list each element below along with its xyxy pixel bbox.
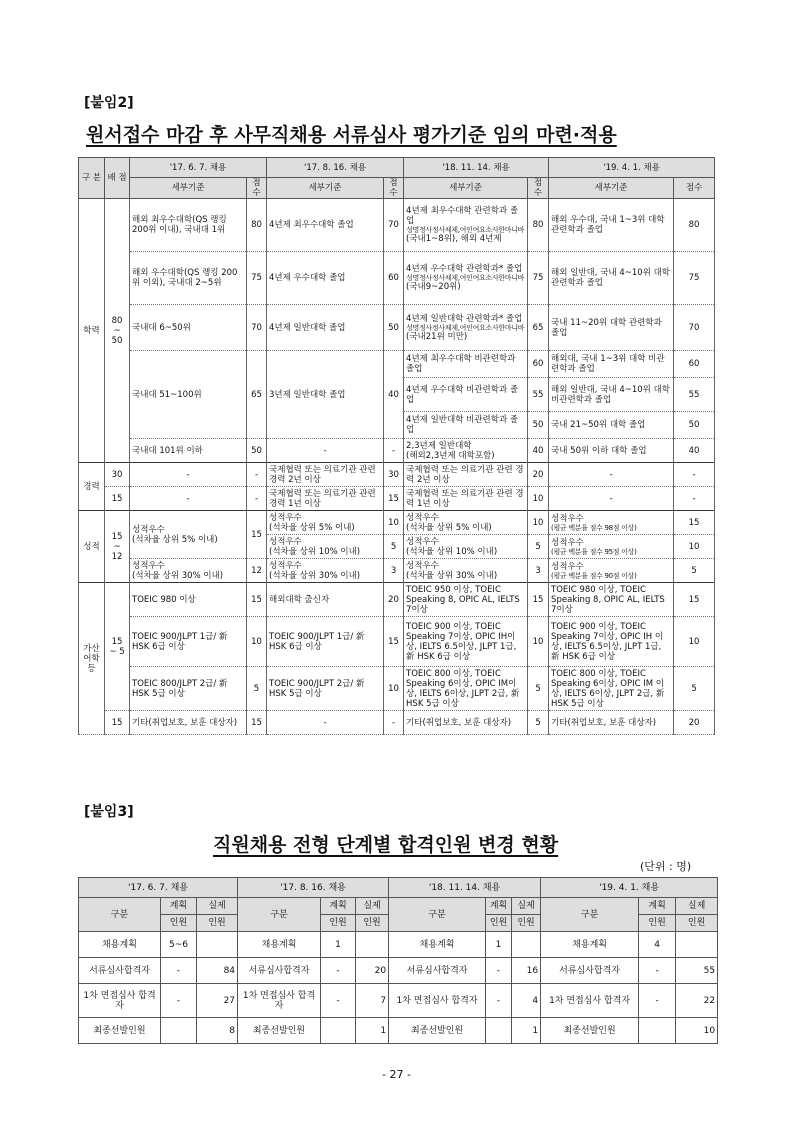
- header-actual: 실제: [197, 898, 238, 915]
- table-row: [79, 617, 715, 667]
- score-cell: 10: [674, 535, 715, 559]
- score-cell: 15: [247, 583, 267, 617]
- header-plan: 계획: [486, 898, 512, 915]
- score-cell: 65: [247, 351, 267, 439]
- score-range: 15: [105, 487, 130, 511]
- criteria-cell: TOEIC 900/JLPT 2급/ 新 HSK 5급 이상: [267, 667, 384, 711]
- criteria-cell: 기타(취업보호, 보훈 대상자): [549, 711, 674, 735]
- score-cell: 20: [674, 711, 715, 735]
- criteria-cell: 성적우수 (석차율 상위 30% 이내): [404, 559, 528, 583]
- criteria-cell: 4년제 최우수대학 졸업: [267, 199, 384, 252]
- score-cell: 20: [528, 463, 549, 487]
- row-label: 1차 면접심사 합격자: [389, 984, 486, 1018]
- actual-count: 22: [676, 984, 718, 1018]
- attachment-label-2: [붙임2]: [84, 95, 134, 111]
- table-row: [79, 984, 718, 1018]
- planned-count: 5~6: [161, 932, 197, 958]
- header-score: 점수: [247, 178, 267, 199]
- score-cell: 10: [674, 617, 715, 667]
- score-cell: 75: [674, 252, 715, 305]
- section-title-2: 원서접수 마감 후 사무직채용 서류심사 평가기준 임의 마련·적용: [86, 124, 617, 146]
- header-inwon: 인원: [486, 915, 512, 932]
- header-gubun: 구분: [541, 898, 639, 932]
- row-label: 1차 면접심사 합격자: [541, 984, 639, 1018]
- evaluation-criteria-table: [78, 157, 715, 735]
- header-gubun: 구 분: [79, 158, 105, 199]
- criteria-cell: -: [267, 439, 384, 463]
- table-row: [79, 958, 718, 984]
- criteria-cell: 성적우수 (평균 백분율 점수 98점 이상): [549, 511, 674, 535]
- row-label: 서류심사합격자: [389, 958, 486, 984]
- criteria-cell: 해외 일반대, 국내 4~10위 대학 비관련학과 졸업: [549, 378, 674, 412]
- category-grades: 성적: [79, 511, 105, 583]
- planned-count: 1: [321, 932, 356, 958]
- score-cell: -: [674, 463, 715, 487]
- score-cell: 30: [384, 463, 404, 487]
- criteria-cell: TOEIC 900/JLPT 1급/ 新 HSK 6급 이상: [130, 617, 247, 667]
- row-label: 채용계획: [79, 932, 161, 958]
- score-cell: 40: [528, 439, 549, 463]
- score-cell: 5: [528, 711, 549, 735]
- actual-count: [197, 932, 238, 958]
- score-range: 15: [105, 711, 130, 735]
- header-criteria: 세부기준: [549, 178, 674, 199]
- header-plan: 계획: [321, 898, 356, 915]
- criteria-cell: 성적우수 (석차율 상위 5% 이내): [404, 511, 528, 535]
- header-inwon: 인원: [197, 915, 238, 932]
- row-label: 최종선발인원: [541, 1018, 639, 1044]
- table-row: [79, 559, 715, 583]
- actual-count: 55: [676, 958, 718, 984]
- criteria-cell: 국제협력 또는 의료기관 관련 경력 2년 이상: [267, 463, 384, 487]
- hiring-stage-table: [78, 877, 718, 1044]
- actual-count: [356, 932, 389, 958]
- hiring-stage-rows: [79, 932, 718, 1044]
- category-bonus-language: 가산 어학 등: [79, 583, 105, 735]
- actual-count: [676, 932, 718, 958]
- criteria-cell: -: [549, 487, 674, 511]
- header-score: 점수: [674, 178, 715, 199]
- score-cell: -: [247, 463, 267, 487]
- score-cell: 80: [528, 199, 549, 252]
- criteria-cell: 해외대학 출신자: [267, 583, 384, 617]
- score-cell: 50: [528, 412, 549, 439]
- header-date-4: '19. 4. 1. 채용: [549, 158, 715, 178]
- score-range: 30: [105, 463, 130, 487]
- header-inwon: 인원: [161, 915, 197, 932]
- criteria-cell: 4년제 최우수대학 비관련학과 졸업: [404, 351, 528, 378]
- score-cell: 15: [384, 487, 404, 511]
- header-inwon: 인원: [676, 915, 718, 932]
- header-gubun: 구분: [238, 898, 321, 932]
- header-plan: 계획: [639, 898, 676, 915]
- table-row: [79, 487, 715, 511]
- planned-count: -: [321, 984, 356, 1018]
- score-range: 80 ~ 50: [105, 199, 130, 463]
- score-range: 15 ~ 5: [105, 583, 130, 711]
- table-row: [79, 252, 715, 305]
- criteria-cell: 해외대, 국내 1~3위 대학 비관련학과 졸업: [549, 351, 674, 378]
- criteria-cell: 국제협력 또는 의료기관 관련 경력 2년 이상: [404, 463, 528, 487]
- criteria-cell: 4년제 우수대학 관련학과* 졸업 성명정사정사체제,여인여요소사한마니바 (국내9~20위): [404, 252, 528, 305]
- category-career: 경력: [79, 463, 105, 511]
- score-cell: 80: [247, 199, 267, 252]
- row-label: 최종선발인원: [79, 1018, 161, 1044]
- score-cell: 10: [528, 511, 549, 535]
- row-label: 1차 면접심사 합격자: [79, 984, 161, 1018]
- header-criteria: 세부기준: [130, 178, 247, 199]
- planned-count: -: [639, 958, 676, 984]
- criteria-cell: 4년제 일반대학 관련학과* 졸업 성명정사정사체제,여인여요소사한마니바 (국내21위 미만): [404, 305, 528, 351]
- criteria-cell: 성적우수 (석차율 상위 30% 이내): [130, 559, 247, 583]
- actual-count: 1: [512, 1018, 541, 1044]
- table-row: [79, 932, 718, 958]
- criteria-cell: 국내 21~50위 대학 졸업: [549, 412, 674, 439]
- score-cell: -: [384, 711, 404, 735]
- criteria-cell: 성적우수 (석차율 상위 30% 이내): [267, 559, 384, 583]
- score-cell: 10: [528, 617, 549, 667]
- section-title-3: 직원채용 전형 단계별 합격인원 변경 현황: [213, 834, 559, 856]
- header-date-2: '17. 8. 16. 채용: [238, 878, 389, 898]
- header-baejeom: 배 점: [105, 158, 130, 199]
- score-cell: 50: [384, 305, 404, 351]
- planned-count: [321, 1018, 356, 1044]
- criteria-cell: 성적우수 (석차율 상위 10% 이내): [267, 535, 384, 559]
- planned-count: [639, 1018, 676, 1044]
- score-cell: 55: [528, 378, 549, 412]
- planned-count: [161, 1018, 197, 1044]
- score-cell: 15: [674, 583, 715, 617]
- criteria-cell: 성적우수 (석차율 상위 5% 이내): [130, 511, 247, 559]
- header-actual: 실제: [676, 898, 718, 915]
- table-row: [79, 583, 715, 617]
- row-label: 서류심사합격자: [541, 958, 639, 984]
- criteria-cell: TOEIC 800/JLPT 2급/ 新 HSK 5급 이상: [130, 667, 247, 711]
- criteria-cell: 기타(취업보호, 보훈 대상자): [130, 711, 247, 735]
- table-row: [79, 711, 715, 735]
- header-gubun: 구분: [79, 898, 161, 932]
- planned-count: -: [486, 984, 512, 1018]
- header-criteria: 세부기준: [404, 178, 528, 199]
- actual-count: 7: [356, 984, 389, 1018]
- header-score: 점수: [528, 178, 549, 199]
- score-cell: 15: [247, 511, 267, 559]
- criteria-cell: 국내대 6~50위: [130, 305, 247, 351]
- criteria-cell: -: [267, 711, 384, 735]
- score-cell: 3: [384, 559, 404, 583]
- criteria-cell: 해외 우수대, 국내 1~3위 대학 관련학과 졸업: [549, 199, 674, 252]
- actual-count: 1: [356, 1018, 389, 1044]
- actual-count: 10: [676, 1018, 718, 1044]
- criteria-cell: 국내 50위 이하 대학 졸업: [549, 439, 674, 463]
- score-cell: 70: [674, 305, 715, 351]
- row-label: 1차 면접심사 합격자: [238, 984, 321, 1018]
- row-label: 최종선발인원: [389, 1018, 486, 1044]
- header-inwon: 인원: [639, 915, 676, 932]
- criteria-cell: 기타(취업보호, 보훈 대상자): [404, 711, 528, 735]
- header-actual: 실제: [512, 898, 541, 915]
- header-plan: 계획: [161, 898, 197, 915]
- criteria-cell: 성적우수 (석차율 상위 10% 이내): [404, 535, 528, 559]
- score-cell: 55: [674, 378, 715, 412]
- actual-count: 27: [197, 984, 238, 1018]
- score-cell: 12: [247, 559, 267, 583]
- score-cell: 40: [384, 351, 404, 439]
- score-cell: 40: [674, 439, 715, 463]
- criteria-cell: 4년제 일반대학 비관련학과 졸업: [404, 412, 528, 439]
- criteria-cell: 4년제 최우수대학 관련학과 졸업 성명정사정사체제,여인여요소사한마니바 (국내1~8위), 해외 4년제: [404, 199, 528, 252]
- criteria-cell: 3년제 일반대학 졸업: [267, 351, 384, 439]
- score-cell: 50: [247, 439, 267, 463]
- criteria-cell: TOEIC 980 이상, TOEIC Speaking 8, OPIC AL, IELTS 7이상: [549, 583, 674, 617]
- table-row: [79, 305, 715, 351]
- score-cell: 10: [384, 667, 404, 711]
- planned-count: -: [486, 958, 512, 984]
- header-inwon: 인원: [512, 915, 541, 932]
- criteria-cell: 해외 우수대학(QS 랭킹 200위 이외), 국내대 2~5위: [130, 252, 247, 305]
- score-cell: 75: [247, 252, 267, 305]
- score-cell: 60: [528, 351, 549, 378]
- header-inwon: 인원: [321, 915, 356, 932]
- score-cell: 15: [674, 511, 715, 535]
- score-cell: 5: [247, 667, 267, 711]
- planned-count: -: [321, 958, 356, 984]
- unit-label: (단위 : 명): [640, 860, 692, 873]
- table-row: [79, 439, 715, 463]
- criteria-cell: TOEIC 900 이상, TOEIC Speaking 7이상, OPIC IH이상, IELTS 6.5이상, JLPT 1급, 新 HSK 6급 이상: [404, 617, 528, 667]
- criteria-cell: 국내대 51~100위: [130, 351, 247, 439]
- actual-count: 4: [512, 984, 541, 1018]
- planned-count: -: [161, 984, 197, 1018]
- header-actual: 실제: [356, 898, 389, 915]
- row-label: 채용계획: [389, 932, 486, 958]
- table-row: [79, 667, 715, 711]
- planned-count: -: [161, 958, 197, 984]
- criteria-cell: -: [549, 463, 674, 487]
- row-label: 채용계획: [541, 932, 639, 958]
- criteria-cell: TOEIC 800 이상, TOEIC Speaking 6이상, OPIC IM이상, IELTS 6이상, JLPT 2급, 新 HSK 5급 이상: [404, 667, 528, 711]
- criteria-cell: -: [130, 487, 247, 511]
- score-cell: 15: [247, 711, 267, 735]
- table-row: [79, 511, 715, 535]
- criteria-cell: 4년제 일반대학 졸업: [267, 305, 384, 351]
- planned-count: 4: [639, 932, 676, 958]
- score-cell: 75: [528, 252, 549, 305]
- table-row: [79, 199, 715, 252]
- actual-count: 20: [356, 958, 389, 984]
- row-label: 서류심사합격자: [79, 958, 161, 984]
- table-row: [79, 463, 715, 487]
- criteria-cell: TOEIC 900/JLPT 1급/ 新 HSK 6급 이상: [267, 617, 384, 667]
- planned-count: 1: [486, 932, 512, 958]
- score-cell: 15: [528, 583, 549, 617]
- score-cell: 60: [384, 252, 404, 305]
- row-label: 서류심사합격자: [238, 958, 321, 984]
- criteria-cell: -: [130, 463, 247, 487]
- planned-count: [486, 1018, 512, 1044]
- header-date-3: '18. 11. 14. 채용: [389, 878, 541, 898]
- score-cell: 10: [528, 487, 549, 511]
- criteria-cell: 2,3년제 일반대학 (해외2,3년제 대학포함): [404, 439, 528, 463]
- header-date-3: '18. 11. 14. 채용: [404, 158, 549, 178]
- score-cell: 70: [384, 199, 404, 252]
- criteria-cell: 국제협력 또는 의료기관 관련 경력 1년 이상: [404, 487, 528, 511]
- criteria-cell: 국내대 101위 이하: [130, 439, 247, 463]
- score-cell: -: [674, 487, 715, 511]
- category-education: 학력: [79, 199, 105, 463]
- actual-count: 84: [197, 958, 238, 984]
- score-cell: -: [384, 439, 404, 463]
- score-cell: 15: [384, 617, 404, 667]
- header-criteria: 세부기준: [267, 178, 384, 199]
- criteria-cell: 성적우수 (석차율 상위 5% 이내): [267, 511, 384, 535]
- score-cell: 3: [528, 559, 549, 583]
- score-cell: 5: [528, 535, 549, 559]
- header-date-1: '17. 6. 7. 채용: [130, 158, 267, 178]
- score-range: 15 ~ 12: [105, 511, 130, 583]
- page-number: - 27 -: [382, 1068, 411, 1081]
- score-cell: 5: [384, 535, 404, 559]
- criteria-cell: 해외 최우수대학(QS 랭킹 200위 이내), 국내대 1위: [130, 199, 247, 252]
- table-row: [79, 1018, 718, 1044]
- score-cell: -: [247, 487, 267, 511]
- criteria-cell: 성적우수 (평균 백분율 점수 90점 이상): [549, 559, 674, 583]
- criteria-cell: 국내 11~20위 대학 관련학과 졸업: [549, 305, 674, 351]
- score-cell: 65: [528, 305, 549, 351]
- row-label: 채용계획: [238, 932, 321, 958]
- header-inwon: 인원: [356, 915, 389, 932]
- header-gubun: 구분: [389, 898, 486, 932]
- score-cell: 10: [247, 617, 267, 667]
- criteria-cell: 4년제 우수대학 졸업: [267, 252, 384, 305]
- attachment-label-3: [붙임3]: [84, 804, 134, 820]
- criteria-cell: TOEIC 900 이상, TOEIC Speaking 7이상, OPIC IH 이상, IELTS 6.5이상, JLPT 1급, 新 HSK 6급 이상: [549, 617, 674, 667]
- header-date-4: '19. 4. 1. 채용: [541, 878, 718, 898]
- row-label: 최종선발인원: [238, 1018, 321, 1044]
- planned-count: -: [639, 984, 676, 1018]
- criteria-cell: TOEIC 800 이상, TOEIC Speaking 6이상, OPIC IM 이상, IELTS 6이상, JLPT 2급, 新 HSK 5급 이상: [549, 667, 674, 711]
- header-date-2: '17. 8. 16. 채용: [267, 158, 404, 178]
- score-cell: 5: [528, 667, 549, 711]
- actual-count: [512, 932, 541, 958]
- criteria-cell: TOEIC 950 이상, TOEIC Speaking 8, OPIC AL, IELTS 7이상: [404, 583, 528, 617]
- criteria-cell: TOEIC 980 이상: [130, 583, 247, 617]
- score-cell: 50: [674, 412, 715, 439]
- score-cell: 5: [674, 667, 715, 711]
- header-date-1: '17. 6. 7. 채용: [79, 878, 238, 898]
- score-cell: 70: [247, 305, 267, 351]
- score-cell: 60: [674, 351, 715, 378]
- score-cell: 20: [384, 583, 404, 617]
- actual-count: 16: [512, 958, 541, 984]
- criteria-cell: 성적우수 (평균 백분율 점수 95점 이상): [549, 535, 674, 559]
- score-cell: 10: [384, 511, 404, 535]
- table-row: [79, 351, 715, 378]
- header-score: 점수: [384, 178, 404, 199]
- criteria-cell: 4년제 우수대학 비관련학과 졸업: [404, 378, 528, 412]
- criteria-cell: 해외 일반대, 국내 4~10위 대학 관련학과 졸업: [549, 252, 674, 305]
- score-cell: 5: [674, 559, 715, 583]
- score-cell: 80: [674, 199, 715, 252]
- criteria-cell: 국제협력 또는 의료기관 관련 경력 1년 이상: [267, 487, 384, 511]
- actual-count: 8: [197, 1018, 238, 1044]
